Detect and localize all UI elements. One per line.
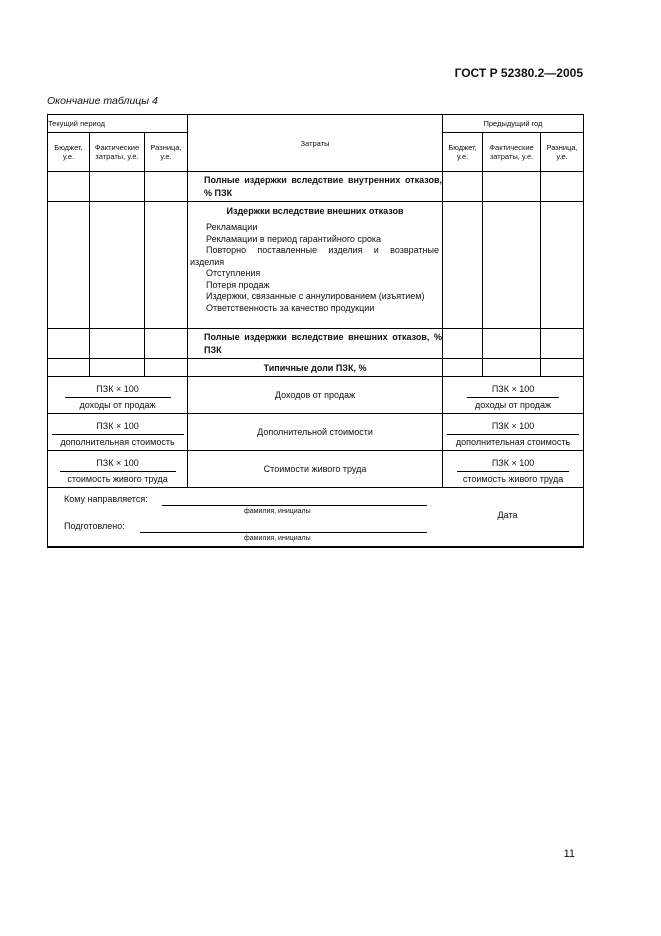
list-item: Издержки, связанные с аннулированием (изъятием) bbox=[206, 291, 425, 301]
prepared-by-hint: фамилия, инициалы bbox=[244, 535, 311, 542]
actual-header-previous: Фактические затраты, у.е. bbox=[483, 133, 541, 172]
table-row-footer bbox=[48, 488, 584, 548]
fraction-numerator: ПЗК × 100 bbox=[96, 457, 139, 468]
page-number: 11 bbox=[563, 848, 575, 860]
fraction-bar bbox=[467, 397, 559, 398]
fraction-sales-label: Доходов от продаж bbox=[188, 377, 443, 414]
fraction-numerator: ПЗК × 100 bbox=[96, 383, 139, 394]
fraction-added-value-previous bbox=[443, 414, 584, 451]
fraction-denominator: дополнительная стоимость bbox=[455, 436, 571, 447]
list-item: Рекламации в период гарантийного срока bbox=[206, 233, 382, 244]
current-period-header: Текущий период bbox=[48, 115, 188, 133]
list-item: Отступления bbox=[206, 268, 261, 278]
fraction-labor-previous bbox=[443, 451, 584, 488]
diff-header-previous: Разница, у.е. bbox=[541, 133, 584, 172]
fraction-labor-label: Стоимости живого труда bbox=[188, 451, 443, 488]
table-row-fraction-sales bbox=[48, 377, 584, 414]
external-failures-title: Издержки вследствие внешних отказов bbox=[226, 206, 404, 216]
list-item: Ответственность за качество продукции bbox=[206, 302, 375, 313]
budget-header-previous: Бюджет, у.е. bbox=[443, 133, 483, 172]
fraction-added-value-current bbox=[48, 414, 188, 451]
fraction-denominator: стоимость живого труда bbox=[67, 473, 168, 484]
prepared-by-line bbox=[140, 532, 427, 533]
fraction-denominator: стоимость живого труда bbox=[462, 473, 564, 484]
header-row-1 bbox=[48, 115, 584, 133]
list-item: Повторно поставленные изделия и возвратные изделия bbox=[190, 245, 440, 267]
external-failures-cell bbox=[188, 202, 443, 329]
fraction-bar bbox=[65, 397, 171, 398]
fraction-bar bbox=[457, 471, 569, 472]
costs-header: Затраты bbox=[188, 115, 443, 172]
footer-date-cell bbox=[497, 488, 584, 548]
addressed-to-line bbox=[162, 505, 427, 506]
list-item: Потеря продаж bbox=[206, 279, 270, 290]
actual-header-current: Фактические затраты, у.е. bbox=[90, 133, 145, 172]
table-row-external-failures bbox=[48, 202, 584, 329]
fraction-numerator: ПЗК × 100 bbox=[491, 457, 535, 468]
table-row-internal-total bbox=[48, 172, 584, 202]
fraction-denominator: доходы от продаж bbox=[79, 399, 156, 410]
quality-costs-table bbox=[47, 114, 584, 548]
internal-total-label: Полные издержки вследствие внутренних отказов, % ПЗК bbox=[188, 172, 443, 202]
external-failures-list bbox=[188, 222, 442, 317]
fraction-sales-current bbox=[48, 377, 188, 414]
table-row-fraction-added-value bbox=[48, 414, 584, 451]
external-total-label: Полные издержки вследствие внешних отказов, % ПЗК bbox=[188, 329, 443, 359]
table-caption: Окончание таблицы 4 bbox=[47, 95, 158, 107]
budget-header-current: Бюджет, у.е. bbox=[48, 133, 90, 172]
table-row-external-total bbox=[48, 329, 584, 359]
footer-signature-cell bbox=[48, 488, 541, 548]
fraction-added-value-label: Дополнительной стоимости bbox=[188, 414, 443, 451]
fraction-numerator: ПЗК × 100 bbox=[96, 420, 139, 431]
fraction-denominator: доходы от продаж bbox=[475, 399, 552, 410]
previous-year-header: Предыдущий год bbox=[443, 115, 584, 133]
date-label: Дата bbox=[497, 510, 518, 520]
table-row-typical-shares bbox=[48, 359, 584, 377]
fraction-numerator: ПЗК × 100 bbox=[491, 383, 535, 394]
fraction-labor-current bbox=[48, 451, 188, 488]
addressed-to-hint: фамилия, инициалы bbox=[244, 508, 311, 515]
fraction-numerator: ПЗК × 100 bbox=[491, 420, 535, 431]
typical-shares-label: Типичные доли ПЗК, % bbox=[188, 359, 443, 377]
fraction-bar bbox=[60, 471, 176, 472]
fraction-sales-previous bbox=[443, 377, 584, 414]
diff-header-current: Разница, у.е. bbox=[145, 133, 188, 172]
fraction-denominator: дополнительная стоимость bbox=[60, 436, 175, 447]
standard-number: ГОСТ Р 52380.2—2005 bbox=[454, 66, 583, 80]
fraction-bar bbox=[52, 434, 184, 435]
table-row-fraction-labor bbox=[48, 451, 584, 488]
prepared-by-label: Подготовлено: bbox=[64, 521, 125, 531]
addressed-to-label: Кому направляется: bbox=[64, 494, 148, 504]
fraction-bar bbox=[447, 434, 579, 435]
list-item: Рекламации bbox=[206, 222, 258, 232]
